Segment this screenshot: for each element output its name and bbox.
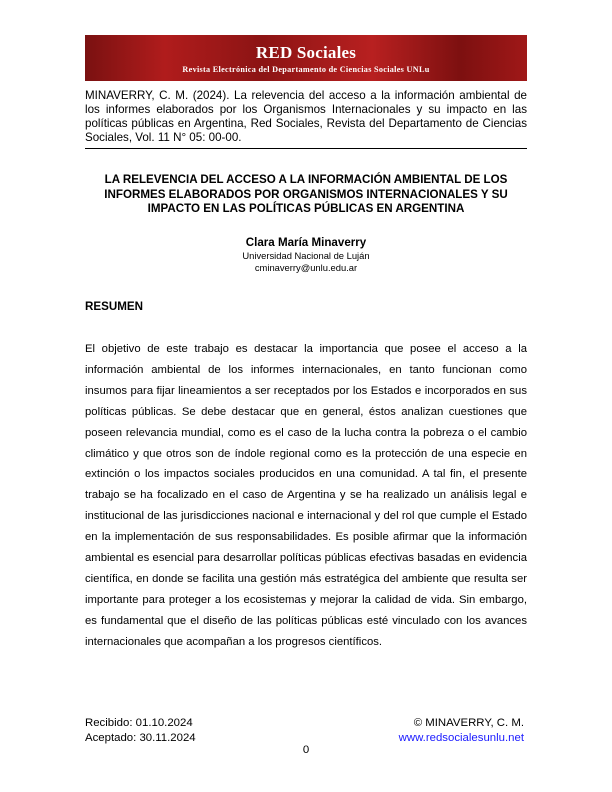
abstract-heading: RESUMEN: [85, 300, 143, 313]
received-date: Recibido: 01.10.2024: [85, 717, 193, 729]
author-name: Clara María Minaverry: [245, 236, 367, 249]
abstract-text: El objetivo de este trabajo es destacar la importancia que posee el acceso a la información ambiental de los informes internacionales, en tanto funcionan como insumos para fijar lineamientos a ser receptados por los Estados e incorporados en sus políticas públicas. Se debe destacar que en general, éstos analizan cuestiones que poseen relevancia mundial, como es el caso de la lucha contra la pobreza o el cambio climático y que otros son de índole regional como es la protección de una especie en extinción o los impactos sociales producidos en una comunidad. A tal fin, el presente trabajo se ha focalizado en el caso de Argentina y se ha realizado un análisis legal e institucional de las jurisdicciones nacional e internacional y del rol que cumple el Estado en la implementación de sus responsabilidades. Es posible afirmar que la información ambiental es esencial para desarrollar políticas públicas efectivas basadas en evidencia científica, en donde se facilita una gestión más estratégica del ambiente que resulta ser importante para proteger a los ecosistemas y mejorar la calidad de vida. Sin embargo, es fundamental que el diseño de las políticas públicas esté vinculado con los avances internacionales que acompañan a los progresos científicos.: [85, 343, 527, 648]
footer-credits: [399, 716, 524, 745]
journal-name: RED Sociales: [255, 43, 357, 62]
journal-subtitle: Revista Electrónica del Departamento de Ciencias Sociales UNLu: [182, 65, 430, 74]
article-title: LA RELEVENCIA DEL ACCESO A LA INFORMACIÓN AMBIENTAL DE LOS INFORMES ELABORADOS POR ORGANISMOS INTERNACIONALES Y SU IMPACTO EN LAS POLÍTICAS PÚBLICAS EN ARGENTINA: [104, 173, 508, 215]
page-number: 0: [302, 744, 310, 756]
accepted-date: Aceptado: 30.11.2024: [85, 731, 196, 744]
author-affiliation: Universidad Nacional de Luján: [242, 250, 370, 261]
journal-banner: [85, 35, 527, 81]
copyright-notice: © MINAVERRY, C. M.: [413, 717, 524, 729]
website-link[interactable]: www.redsocialesunlu.net: [398, 731, 524, 744]
citation-reference: MINAVERRY, C. M. (2024). La relevencia del acceso a la información ambiental de los informes elaborados por los Organismos Internacionales y su impacto en las políticas públicas en Argentina, Red Sociales, Revista del Departamento de Ciencias Sociales, Vol. 11 N° 05: 00-00.: [85, 89, 527, 149]
author-email: cminaverry@unlu.edu.ar: [254, 262, 358, 273]
submission-dates: [85, 716, 196, 745]
